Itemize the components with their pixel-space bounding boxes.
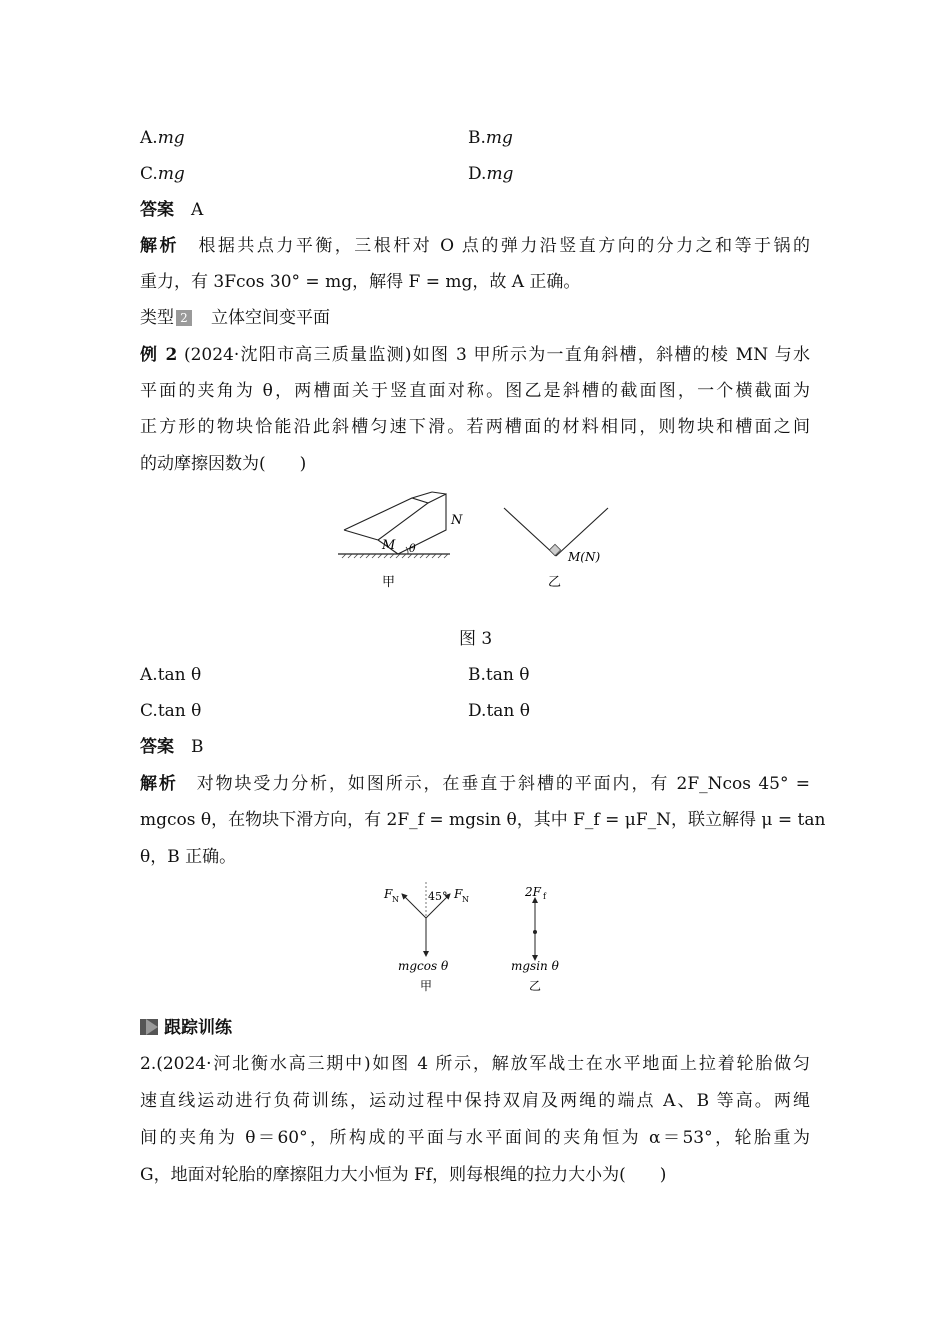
q2-line1: 2.(2024·河北衡水高三期中)如图 4 所示，解放军战士在水平地面上拉着轮胎做匀	[140, 1054, 810, 1074]
ex2-option-d: D.tan θ	[468, 701, 530, 721]
example2-line1: 例 2 (2024·沈阳市高三质量监测)如图 3 甲所示为一直角斜槽，斜槽的棱 MN 与水	[140, 345, 810, 365]
caption-yi: 乙	[548, 575, 562, 590]
force-caption-yi: 乙	[529, 979, 542, 993]
q1-option-a: A.mg	[140, 128, 185, 148]
tracking-section-heading: 跟踪训练	[140, 1015, 232, 1041]
figure-3-diagram	[330, 490, 630, 595]
q1-answer: 答案 A	[140, 200, 204, 220]
theta-arc	[406, 547, 408, 554]
example2-line3: 正方形的物块恰能沿此斜槽匀速下滑。若两槽面的材料相同，则物块和槽面之间	[140, 417, 810, 437]
force-caption-jia: 甲	[420, 979, 433, 993]
angle-label: 45°	[428, 890, 448, 903]
q2-line2: 速直线运动进行负荷训练，运动过程中保持双肩及两绳的端点 A、B 等高。两绳	[140, 1091, 810, 1111]
block-point	[533, 930, 537, 934]
section-marker-icon	[140, 1019, 158, 1035]
caption-jia: 甲	[382, 575, 396, 590]
ex2-option-b: B.tan θ	[468, 665, 530, 685]
label-mn: M(N)	[568, 550, 601, 564]
2ff-sub: f	[543, 892, 546, 901]
ex2-option-c: C.tan θ	[140, 701, 202, 721]
label-m: M	[382, 538, 396, 553]
q2-line3: 间的夹角为 θ＝60°，所构成的平面与水平面间的夹角恒为 α＝53°，轮胎重为	[140, 1128, 810, 1148]
example2-line2: 平面的夹角为 θ，两槽面关于竖直面对称。图乙是斜槽的截面图，一个横截面为	[140, 381, 810, 401]
mgsin-label: mgsin θ	[511, 959, 559, 973]
fn-right-label: F	[454, 887, 463, 901]
q1-analysis-line1: 解析 根据共点力平衡，三根杆对 O 点的弹力沿竖直方向的分力之和等于锅的	[140, 236, 811, 256]
label-n: N	[451, 513, 463, 528]
2ff-label: 2F	[525, 885, 541, 899]
ex2-analysis-line3: θ，B 正确。	[140, 847, 237, 867]
fn-right-sub: N	[462, 895, 469, 904]
q1-option-c: C.mg	[140, 164, 185, 184]
ex2-answer: 答案 B	[140, 737, 204, 757]
figure-3-title: 图 3	[459, 629, 493, 649]
ex2-analysis-line1: 解析 对物块受力分析，如图所示，在垂直于斜槽的平面内，有 2F_Ncos 45° =	[140, 774, 811, 794]
fn-left-arrow	[402, 894, 426, 918]
label-theta: θ	[409, 542, 416, 555]
q2-line4: G，地面对轮胎的摩擦阻力大小恒为 Ff，则每根绳的拉力大小为( )	[140, 1165, 667, 1185]
v-section	[504, 508, 608, 556]
type-number-badge: 2	[176, 310, 192, 326]
example2-line4: 的动摩擦因数为( )	[140, 454, 307, 474]
fn-left-sub: N	[392, 895, 399, 904]
force-diagram	[378, 880, 578, 998]
mgcos-label: mgcos θ	[398, 959, 449, 973]
ex2-analysis-line2: mgcos θ，在物块下滑方向，有 2F_f = mgsin θ，其中 F_f = μF_N，联立解得 μ = tan	[140, 810, 826, 830]
fn-left-label: F	[384, 887, 393, 901]
q1-analysis-line2: 重力，有 3Fcos 30° = mg，解得 F = mg，故 A 正确。	[140, 272, 581, 292]
type2-heading: 类型 2 立体空间变平面	[140, 308, 330, 328]
ex2-option-a: A.tan θ	[140, 665, 202, 685]
q1-option-b: B.mg	[468, 128, 513, 148]
q1-option-d: D.mg	[468, 164, 514, 184]
